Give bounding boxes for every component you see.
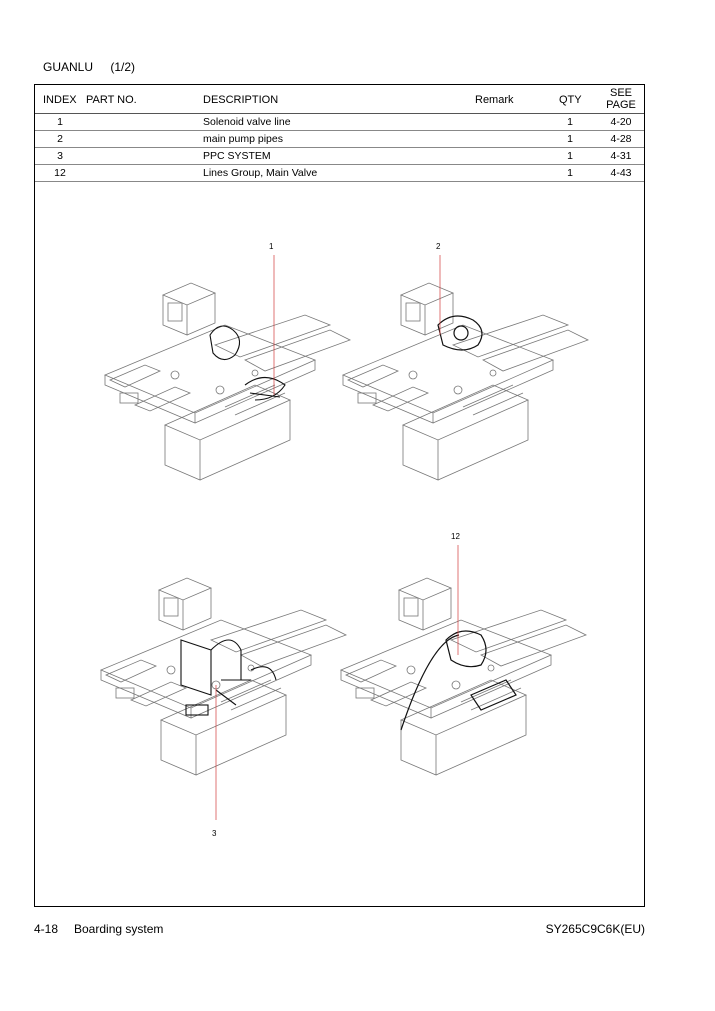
leader-lines [216, 255, 458, 820]
callout-3: 3 [212, 829, 217, 838]
col-see-page: SEE PAGE [606, 87, 636, 111]
row-qty: 1 [567, 133, 573, 145]
row-description: Solenoid valve line [203, 116, 291, 128]
col-index: INDEX [43, 94, 77, 106]
row-qty: 1 [567, 150, 573, 162]
row-index: 2 [57, 133, 63, 145]
header-page-ref: (1/2) [110, 60, 136, 74]
header-title: GUANLU [43, 60, 94, 74]
col-part-no: PART NO. [86, 94, 137, 106]
view-main-pump-pipes [343, 283, 588, 480]
footer-page-number: 4-18 [34, 922, 59, 936]
footer-section: Boarding system [74, 922, 164, 936]
col-remark: Remark [475, 94, 514, 106]
row-qty: 1 [567, 116, 573, 128]
col-description: DESCRIPTION [203, 94, 279, 106]
callout-12: 12 [451, 532, 460, 541]
row-description: main pump pipes [203, 133, 283, 145]
row-qty: 1 [567, 167, 573, 179]
row-description: Lines Group, Main Valve [203, 167, 318, 179]
row-index: 3 [57, 150, 63, 162]
view-main-valve-lines [341, 578, 586, 775]
view-ppc-system [101, 578, 346, 775]
row-see-page: 4-31 [610, 150, 632, 162]
parts-illustration [35, 85, 643, 905]
view-solenoid-valve-line [105, 283, 350, 480]
row-see-page: 4-20 [610, 116, 632, 128]
callout-2: 2 [436, 242, 441, 251]
row-see-page: 4-28 [610, 133, 632, 145]
row-index: 12 [54, 167, 66, 179]
row-description: PPC SYSTEM [203, 150, 271, 162]
parts-frame [34, 84, 645, 907]
footer-model: SY265C9C6K(EU) [545, 922, 645, 936]
col-qty: QTY [559, 94, 582, 106]
row-see-page: 4-43 [610, 167, 632, 179]
row-index: 1 [57, 116, 63, 128]
page-header [43, 60, 135, 74]
callout-1: 1 [269, 242, 274, 251]
